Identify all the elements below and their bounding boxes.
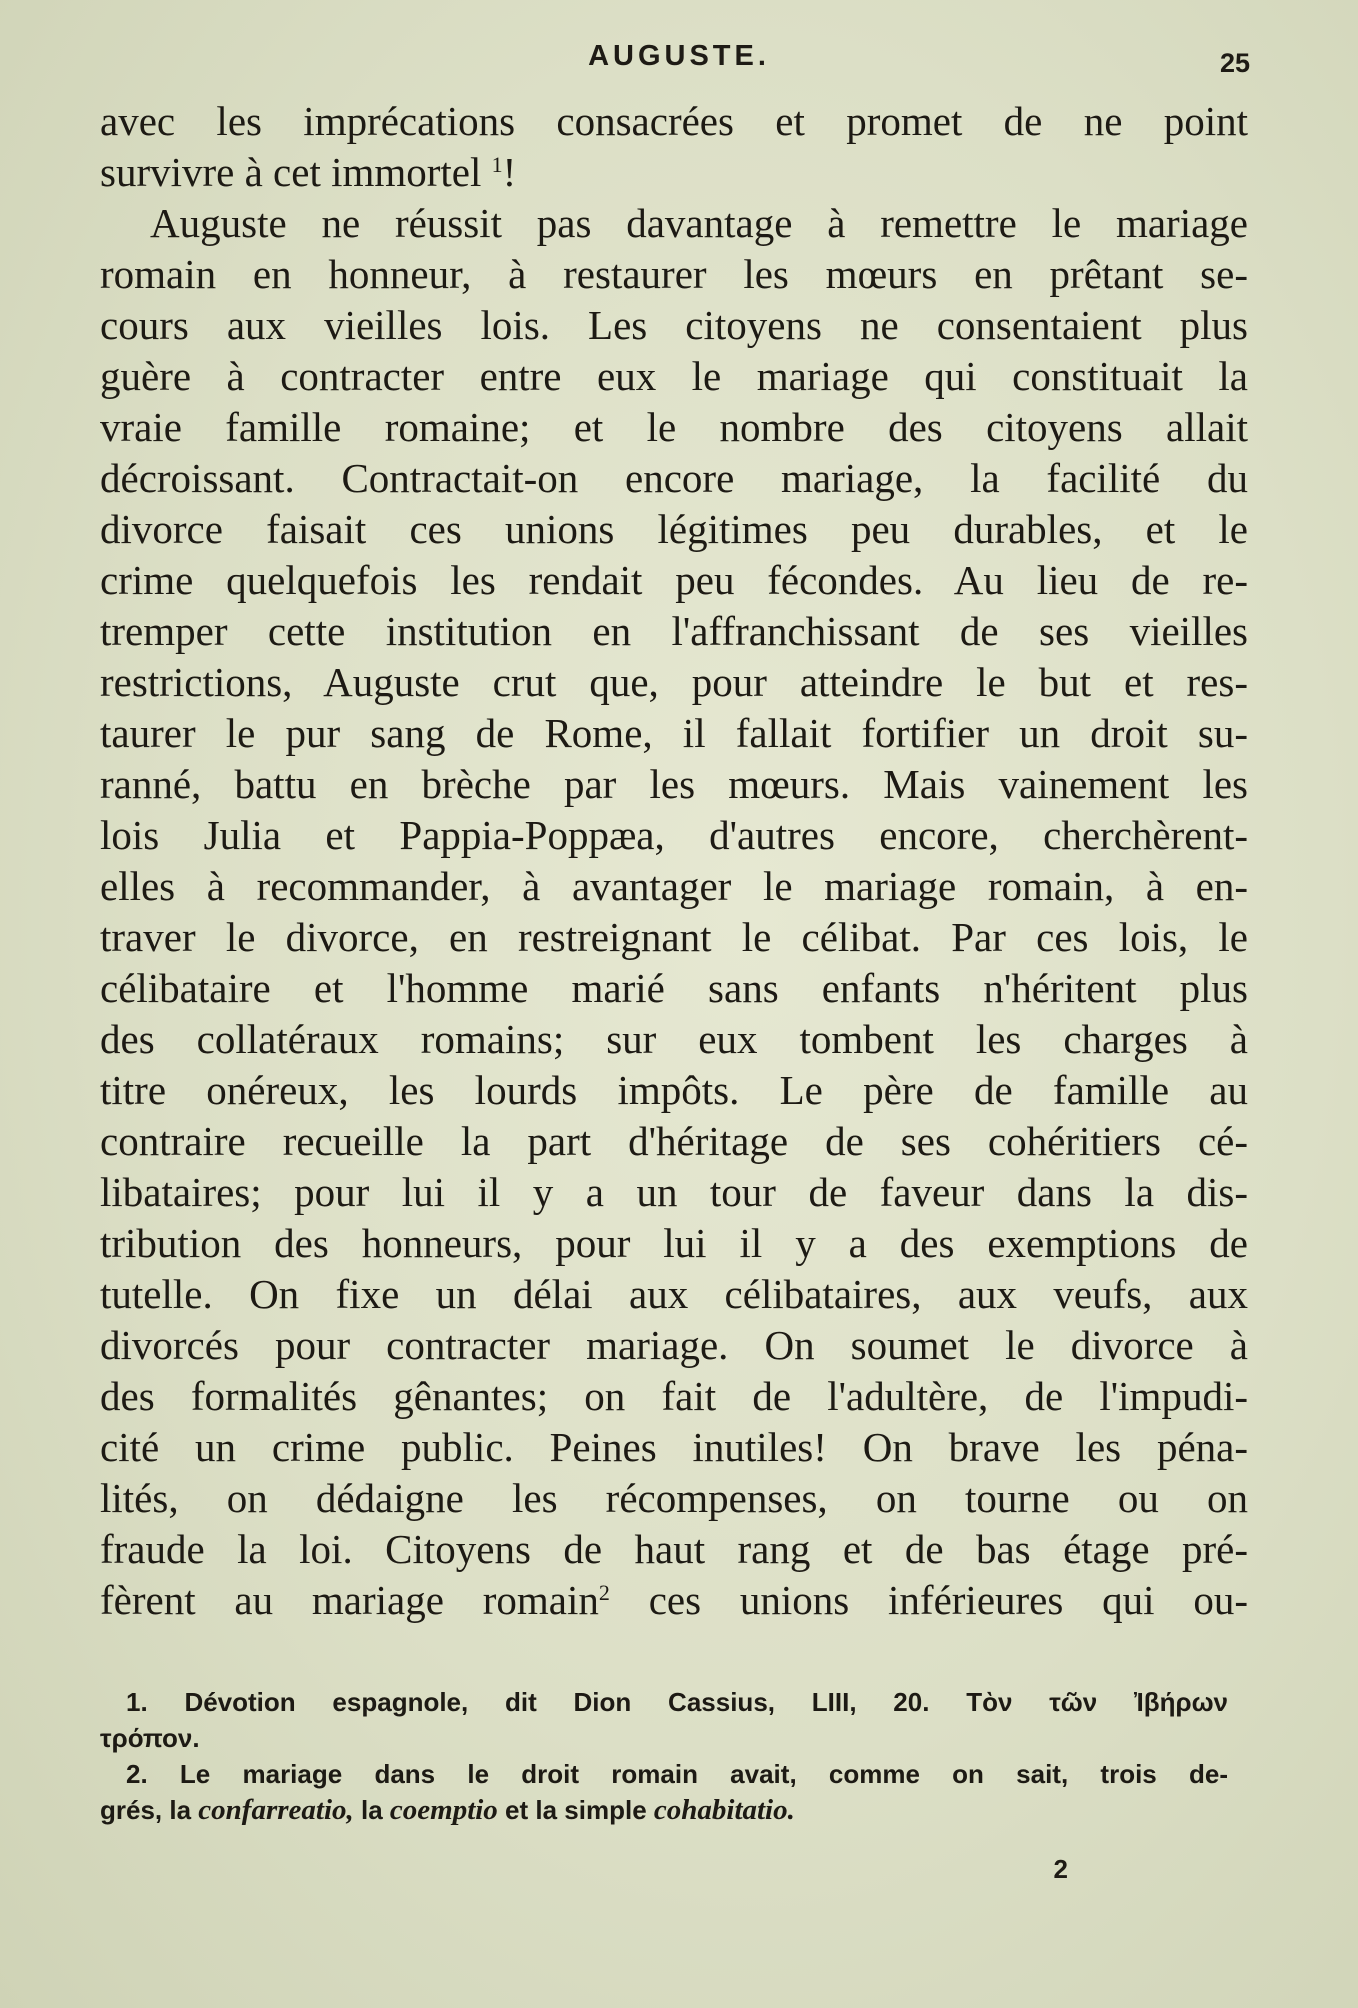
text-line xyxy=(100,1575,1248,1626)
footnote-text: grés, la xyxy=(100,1795,199,1825)
text-line: décroissant. Contractait-on encore mariage, la facilité du xyxy=(100,455,1248,501)
footnote-ref-1: 1 xyxy=(491,152,503,177)
text-line: vraie famille romaine; et le nombre des citoyens allait xyxy=(100,404,1248,450)
text-line: Auguste ne réussit pas davantage à remettre le mariage xyxy=(150,200,1248,246)
text-line: tremper cette institution en l'affranchissant de ses vieilles xyxy=(100,608,1248,654)
footnote-text: et la simple xyxy=(497,1795,654,1825)
text-line: divorce faisait ces unions légitimes peu durables, et le xyxy=(100,506,1248,552)
footnotes xyxy=(100,1684,1228,1828)
text-line: divorcés pour contracter mariage. On soumet le divorce à xyxy=(100,1322,1248,1368)
text-line: traver le divorce, en restreignant le célibat. Par ces lois, le xyxy=(100,914,1248,960)
text-line-content: ces unions inférieures qui ou- xyxy=(648,1577,1248,1623)
text-line: célibataire et l'homme marié sans enfants n'héritent plus xyxy=(100,965,1248,1011)
latin-term: coemptio xyxy=(389,1794,498,1826)
text-line: elles à recommander, à avantager le mariage romain, à en- xyxy=(100,863,1248,909)
text-line: titre onéreux, les lourds impôts. Le père de famille au xyxy=(100,1067,1248,1113)
footnote-2: 2. Le mariage dans le droit romain avait, comme on sait, trois de- xyxy=(126,1759,1228,1789)
text-line: des collatéraux romains; sur eux tombent les charges à xyxy=(100,1016,1248,1062)
text-line: cours aux vieilles lois. Les citoyens ne consentaient plus xyxy=(100,302,1248,348)
text-line: taurer le pur sang de Rome, il fallait fortifier un droit su- xyxy=(100,710,1248,756)
text-line: crime quelquefois les rendait peu fécondes. Au lieu de re- xyxy=(100,557,1248,603)
running-head: AUGUSTE. xyxy=(588,40,770,72)
text-line: lois Julia et Pappia-Poppæa, d'autres encore, cherchèrent- xyxy=(100,812,1248,858)
text-line: avec les imprécations consacrées et promet de ne point xyxy=(100,98,1248,144)
footnote-2-continuation xyxy=(100,1792,1228,1828)
text-line xyxy=(100,147,1248,198)
signature-mark: 2 xyxy=(1053,1854,1068,1884)
text-line: ranné, battu en brèche par les mœurs. Mais vainement les xyxy=(100,761,1248,807)
text-line: tutelle. On fixe un délai aux célibataires, aux veufs, aux xyxy=(100,1271,1248,1317)
text-line-content: survivre à cet immortel xyxy=(100,149,482,195)
text-line: fraude la loi. Citoyens de haut rang et de bas étage pré- xyxy=(100,1526,1248,1572)
footnote-1-continuation: τρόπον. xyxy=(100,1723,200,1753)
latin-term: cohabitatio. xyxy=(653,1794,795,1826)
text-line: cité un crime public. Peines inutiles! On brave les péna- xyxy=(100,1424,1248,1470)
text-line: contraire recueille la part d'héritage de ses cohéritiers cé- xyxy=(100,1118,1248,1164)
text-line-content: fèrent au mariage romain xyxy=(100,1577,599,1623)
exclamation-mark: ! xyxy=(502,149,517,195)
text-line: romain en honneur, à restaurer les mœurs en prêtant se- xyxy=(100,251,1248,297)
text-line: guère à contracter entre eux le mariage qui constituait la xyxy=(100,353,1248,399)
latin-term: confarreatio, xyxy=(198,1794,354,1826)
page-number: 25 xyxy=(1219,48,1250,78)
text-line: des formalités gênantes; on fait de l'adultère, de l'impudi- xyxy=(100,1373,1248,1419)
footnote-1: 1. Dévotion espagnole, dit Dion Cassius, LIII, 20. Τὸν τῶν Ἰβήρων xyxy=(126,1687,1228,1717)
body-text xyxy=(100,96,1248,1626)
footnote-ref-2: 2 xyxy=(598,1580,610,1605)
text-line: libataires; pour lui il y a un tour de faveur dans la dis- xyxy=(100,1169,1248,1215)
text-line: restrictions, Auguste crut que, pour atteindre le but et res- xyxy=(100,659,1248,705)
footnote-text: la xyxy=(353,1795,390,1825)
text-line: lités, on dédaigne les récompenses, on tourne ou on xyxy=(100,1475,1248,1521)
text-line: tribution des honneurs, pour lui il y a des exemptions de xyxy=(100,1220,1248,1266)
